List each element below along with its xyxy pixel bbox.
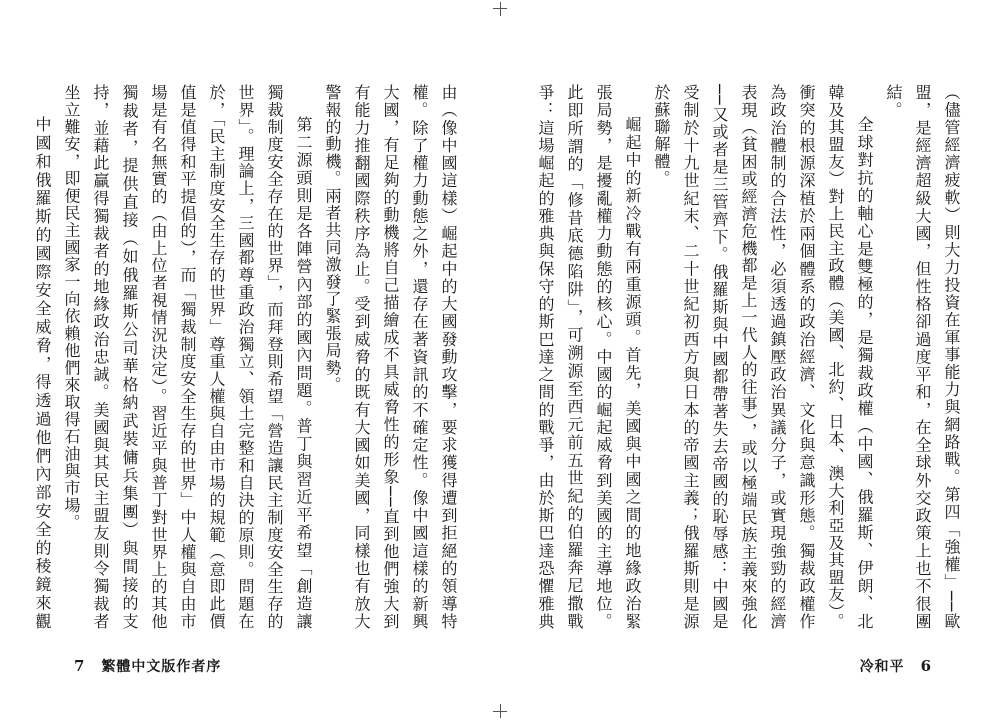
left-paragraph-2: 第二源頭則是各陣營內部的國內問題。普丁與習近平希望「創造讓獨裁制度安全存在的世界」，而拜登則希望「營造讓民主制度安全生存的世界」。理論上，三國都尊重政治獨立、領土完整和自決的原則。問題在於，「民主制度安全生存的世界」尊重人權與自由市場的規範（意即此價值是值得和平提倡的），而「獨裁制度安全生存的世界」中人權與自由市場是有名無實的（由上位者視情況決定）。習近平與普丁對世界上的其他獨裁者，提供直接（如俄羅斯公司華格納武裝傭兵集團）與間接的支持，並藉此贏得獨裁者的地緣政治忠誠。美國與其民主盟友則令獨裁者坐立難安，即便民主國家一向依賴他們來取得石油與市場。 <box>62 84 313 630</box>
left-page-body <box>27 84 463 630</box>
left-paragraph-1: 由（像中國這樣）崛起中的大國發動攻擊，要求獲得遭到拒絕的領導特權。除了權力動態之外，還存在著資訊的不確定性。像中國這樣的新興大國，有足夠的動機將自己描繪成不具威脅性的形象──直到他們強大到有能力推翻國際秩序為止。受到威脅的既有大國如美國，同樣也有放大警報的動機。兩者共同激發了緊張局勢。 <box>323 84 458 630</box>
running-head: 繁體中文版作者序 <box>101 659 222 675</box>
running-head: 冷和平 <box>859 659 905 675</box>
right-paragraph-2: 全球對抗的軸心是雙極的，是獨裁政權（中國、俄羅斯、伊朗、北韓及其盟友）對上民主政體（美國、北約、日本、澳大利亞及其盟友）。衝突的根源深植於兩個體系的政治經濟、文化與意識形態。獨裁政權作為政治體制的合法性，必須透過鎮壓政治異議分子，或實現強勁的經濟表現（貧困或經濟危機都是上一代人的往事），或以極端民族主義來強化──又或者是三管齊下。俄羅斯與中國都帶著失去帝國的恥辱感：中國是受制於十九世紀末、二十世紀初西方與日本的帝國主義；俄羅斯則是源於蘇聯解體。 <box>652 84 874 630</box>
right-paragraph-1: （儘管經濟疲軟）則大力投資在軍事能力與網路戰。第四「強權」──歐盟，是經濟超級大國，但性格卻過度平和，在全球外交政策上也不很團結。 <box>884 84 961 630</box>
page-number: 6 <box>920 657 932 675</box>
left-paragraph-3: 中國和俄羅斯的國際安全威脅，得透過他們內部安全的稜鏡來觀 <box>33 116 52 630</box>
page-number: 7 <box>74 657 86 675</box>
right-page <box>503 0 1006 720</box>
right-paragraph-3: 崛起中的新冷戰有兩重源頭。首先，美國與中國之間的地緣政治緊張局勢，是擾亂權力動態的核心。中國的崛起威脅到美國的主導地位。此即所謂的「修昔底德陷阱」，可溯源至西元前五世紀的伯羅奔尼撒戰爭：這場崛起的雅典與保守的斯巴達之間的戰爭，由於斯巴達恐懼雅典 <box>536 84 642 630</box>
right-page-footer <box>860 656 932 676</box>
left-page-footer <box>74 656 221 676</box>
right-page-body <box>536 84 966 630</box>
